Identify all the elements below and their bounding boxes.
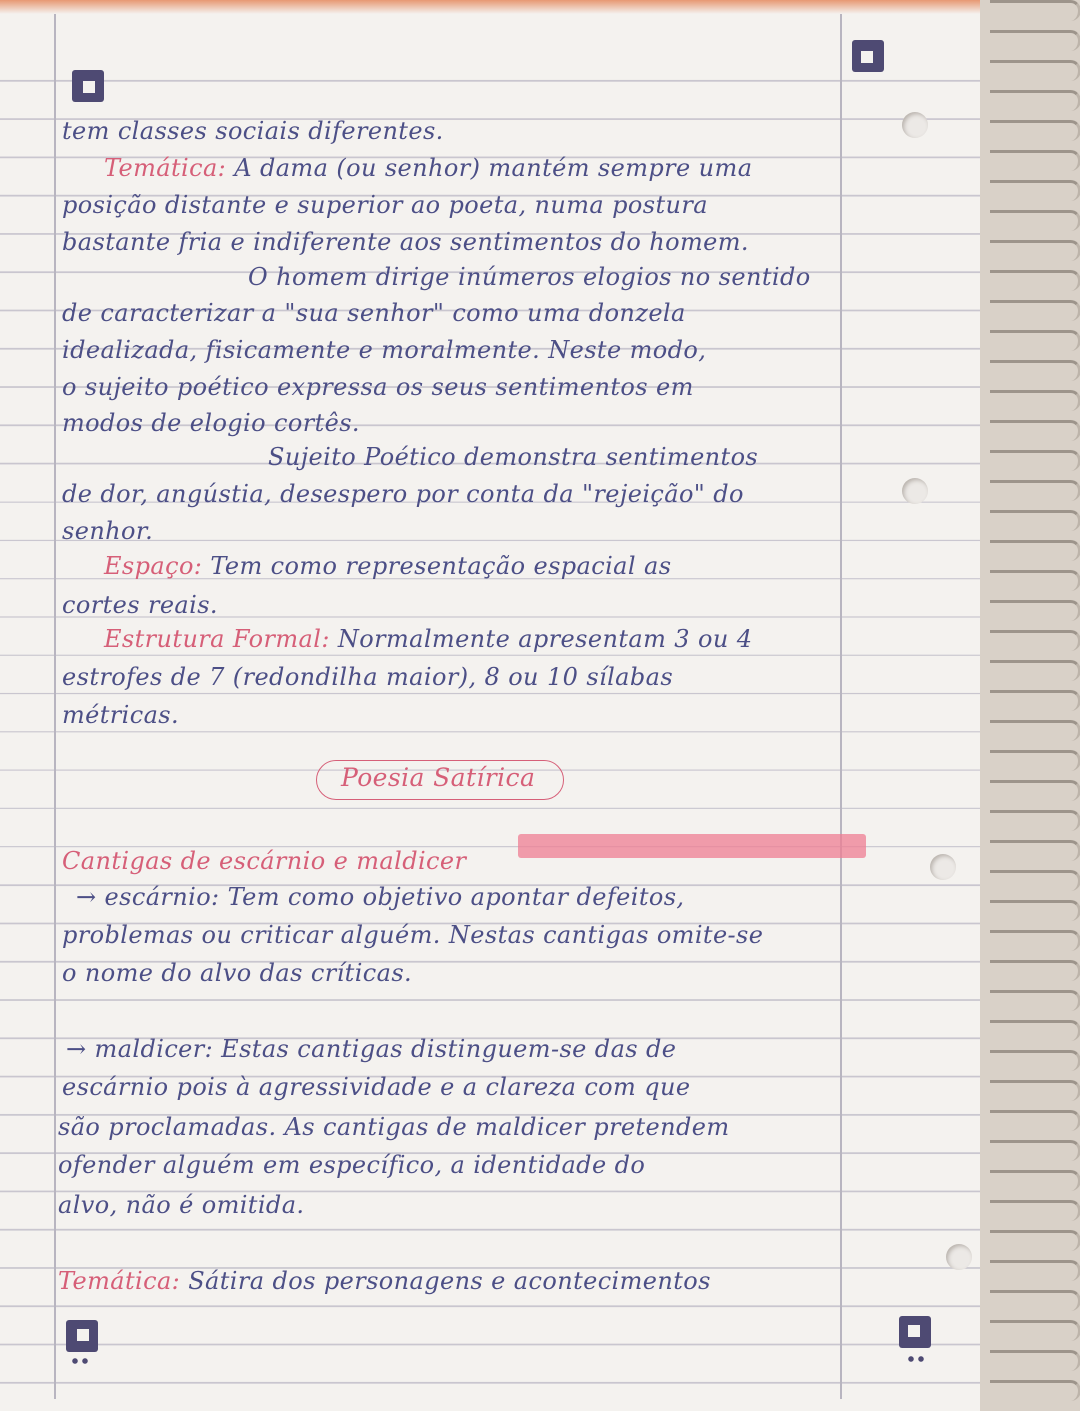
text-line: de caracterizar a "sua senhor" como uma donzela [62, 299, 686, 327]
label-tematica: Temática: [58, 1267, 181, 1295]
spiral-coil [990, 1170, 1080, 1191]
text-line: ofender alguém em específico, a identidade do [58, 1151, 646, 1179]
spiral-coil [990, 150, 1080, 171]
section-title-box [316, 760, 564, 800]
spiral-coil [990, 600, 1080, 621]
text-line [104, 155, 752, 181]
right-margin-line [840, 14, 842, 1399]
subheading-cantigas: Cantigas de escárnio e maldicer [62, 847, 467, 875]
spiral-coil [990, 300, 1080, 321]
spiral-coil [990, 0, 1080, 21]
spiral-coil [990, 1050, 1080, 1071]
section-title: Poesia Satírica [341, 763, 536, 792]
text-line: o sujeito poético expressa os seus sentimentos em [62, 373, 694, 401]
spiral-coil [990, 990, 1080, 1011]
text-line: são proclamadas. As cantigas de maldicer pretendem [58, 1113, 730, 1141]
spiral-coil [990, 660, 1080, 681]
spiral-coil [990, 1020, 1080, 1041]
binder-hole [930, 854, 956, 880]
left-margin-line [54, 14, 56, 1399]
spiral-coil [990, 60, 1080, 81]
text-line: Normalmente apresentam 3 ou 4 [337, 625, 753, 653]
highlight-stroke [518, 834, 866, 858]
text-line: O homem dirige inúmeros elogios no sentido [248, 263, 811, 291]
spiral-coil [990, 210, 1080, 231]
spiral-coil [990, 720, 1080, 741]
spiral-coil [990, 1230, 1080, 1251]
spiral-coil [990, 1380, 1080, 1401]
spiral-coil [990, 240, 1080, 261]
binder-hole [902, 112, 928, 138]
spiral-coil [990, 690, 1080, 711]
text-line: estrofes de 7 (redondilha maior), 8 ou 10 sílabas [62, 663, 674, 691]
text-line: tem classes sociais diferentes. [62, 117, 444, 145]
text-line: Tem como representação espacial as [210, 552, 672, 580]
spiral-coil [990, 1110, 1080, 1131]
spiral-coil [990, 1140, 1080, 1161]
text-line: Sujeito Poético demonstra sentimentos [268, 443, 759, 471]
spiral-coil [990, 570, 1080, 591]
corner-mark-top-left-icon [72, 70, 104, 102]
spiral-coil [990, 1290, 1080, 1311]
corner-mark-bottom-right-icon [899, 1316, 931, 1348]
text-line: idealizada, fisicamente e moralmente. Neste modo, [62, 336, 707, 364]
text-line: bastante fria e indiferente aos sentimentos do homem. [62, 228, 749, 256]
spiral-coil [990, 960, 1080, 981]
text-line: métricas. [62, 701, 180, 729]
text-line: → escárnio: Tem como objetivo apontar defeitos, [76, 883, 685, 911]
spiral-coil [990, 120, 1080, 141]
text-line: → maldicer: Estas cantigas distinguem-se das de [66, 1035, 677, 1063]
spiral-coil [990, 840, 1080, 861]
spiral-coil [990, 780, 1080, 801]
text-line: posição distante e superior ao poeta, numa postura [62, 191, 708, 219]
text-line: cortes reais. [62, 591, 218, 619]
text-line: o nome do alvo das críticas. [62, 959, 413, 987]
text-line: Sátira dos personagens e acontecimentos [188, 1267, 711, 1295]
spiral-coil [990, 540, 1080, 561]
text-line [58, 1268, 711, 1294]
spiral-coil [990, 360, 1080, 381]
text-line: modos de elogio cortês. [62, 409, 360, 437]
spiral-coil [990, 1080, 1080, 1101]
text-line: problemas ou criticar alguém. Nestas cantigas omite-se [62, 921, 764, 949]
spiral-coil [990, 900, 1080, 921]
text-line: A dama (ou senhor) mantém sempre uma [234, 154, 753, 182]
page-top-edge [0, 0, 1000, 14]
text-line [104, 626, 752, 652]
spiral-coil [990, 420, 1080, 441]
text-line: de dor, angústia, desespero por conta da "rejeição" do [62, 480, 744, 508]
text-line [104, 553, 671, 579]
label-espaco: Espaço: [104, 552, 203, 580]
spiral-coil [990, 270, 1080, 291]
spiral-coil [990, 330, 1080, 351]
spiral-coil [990, 1350, 1080, 1371]
text-line: alvo, não é omitida. [58, 1191, 305, 1219]
dots-mark-icon [908, 1356, 926, 1362]
spiral-coil [990, 510, 1080, 531]
text-line: senhor. [62, 517, 154, 545]
corner-mark-top-right-icon [852, 40, 884, 72]
spiral-coil [990, 930, 1080, 951]
spiral-coil [990, 1200, 1080, 1221]
text-line: escárnio pois à agressividade e a clareza com que [62, 1073, 691, 1101]
spiral-coil [990, 1260, 1080, 1281]
corner-mark-bottom-left-icon [66, 1320, 98, 1352]
spiral-coil [990, 1320, 1080, 1341]
spiral-coil [990, 480, 1080, 501]
label-tematica: Temática: [104, 154, 227, 182]
spiral-coil [990, 90, 1080, 111]
label-estrutura-formal: Estrutura Formal: [104, 625, 330, 653]
spiral-coil [990, 390, 1080, 411]
spiral-coil [990, 750, 1080, 771]
binder-hole [946, 1244, 972, 1270]
spiral-coil [990, 180, 1080, 201]
spiral-coil [990, 450, 1080, 471]
binder-hole [902, 478, 928, 504]
spiral-coil [990, 810, 1080, 831]
spiral-coil [990, 870, 1080, 891]
spiral-coil [990, 630, 1080, 651]
dots-mark-icon [72, 1358, 90, 1364]
spiral-coil [990, 30, 1080, 51]
